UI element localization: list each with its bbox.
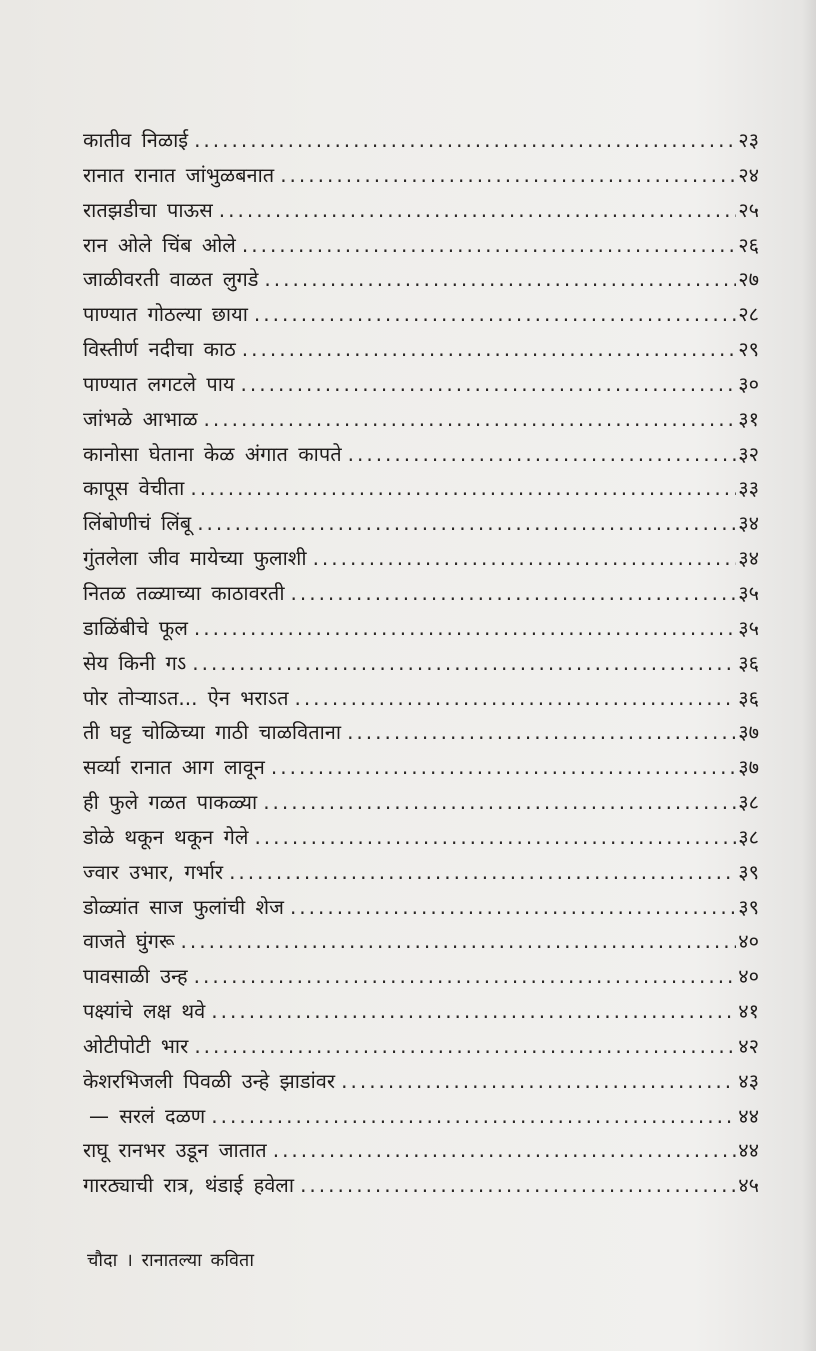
dot-leader bbox=[219, 193, 736, 228]
dot-leader bbox=[194, 1029, 736, 1064]
toc-entry-title: पाण्यात लगटले पाय bbox=[83, 371, 235, 396]
toc-entry bbox=[83, 855, 759, 890]
toc-entry-page-number: ३५ bbox=[738, 580, 759, 605]
dot-leader bbox=[194, 123, 736, 158]
toc-entry-title: पाण्यात गोठल्या छाया bbox=[83, 302, 248, 327]
toc-entry bbox=[83, 262, 759, 297]
dot-leader bbox=[229, 855, 736, 890]
toc-entry bbox=[83, 715, 759, 750]
toc-entry-page-number: ३४ bbox=[738, 511, 759, 536]
toc-entry bbox=[83, 1064, 759, 1099]
toc-entry bbox=[83, 924, 759, 959]
toc-entry bbox=[83, 297, 759, 332]
toc-entry bbox=[83, 785, 759, 820]
toc-entry-page-number: २४ bbox=[738, 162, 759, 187]
toc-entry bbox=[83, 1168, 759, 1203]
toc-entry-page-number: ३० bbox=[738, 371, 759, 396]
toc-entry-title: गुंतलेला जीव मायेच्या फुलाशी bbox=[83, 546, 307, 571]
toc-entry-page-number: ४० bbox=[738, 929, 759, 954]
dot-leader bbox=[294, 681, 736, 716]
toc-entry-title: कानोसा घेताना केळ अंगात कापते bbox=[83, 441, 342, 466]
dot-leader bbox=[192, 646, 736, 681]
dot-leader bbox=[241, 367, 737, 402]
toc-entry-title: डाळिंबीचे फूल bbox=[83, 615, 188, 640]
toc-entry-page-number: ३८ bbox=[738, 824, 759, 849]
table-of-contents bbox=[83, 123, 759, 1203]
toc-entry-page-number: ४४ bbox=[738, 1138, 759, 1163]
dot-leader bbox=[242, 228, 736, 263]
toc-entry-page-number: ३७ bbox=[738, 755, 759, 780]
toc-entry bbox=[83, 1133, 759, 1168]
toc-entry bbox=[83, 890, 759, 925]
toc-entry-page-number: ३८ bbox=[738, 790, 759, 815]
toc-entry-title: डोळे थकून थकून गेले bbox=[83, 824, 249, 849]
toc-entry bbox=[83, 750, 759, 785]
toc-entry-title: पावसाळी उन्ह bbox=[83, 964, 188, 989]
toc-entry-page-number: २३ bbox=[738, 128, 759, 152]
toc-entry-title: रातझडीचा पाऊस bbox=[83, 197, 213, 222]
dot-leader bbox=[190, 471, 736, 506]
toc-entry-page-number: ३१ bbox=[738, 406, 759, 431]
dot-leader bbox=[341, 1064, 736, 1099]
dot-leader bbox=[194, 611, 736, 646]
dot-leader bbox=[300, 1168, 736, 1203]
toc-entry bbox=[83, 193, 759, 228]
toc-entry-page-number: ३९ bbox=[738, 894, 759, 919]
dot-leader bbox=[280, 158, 736, 193]
dot-leader bbox=[313, 541, 737, 576]
toc-entry-title: सेय किनी गऽ bbox=[83, 650, 187, 675]
toc-entry-page-number: ४३ bbox=[738, 1068, 759, 1093]
toc-entry-page-number: ३५ bbox=[738, 615, 759, 640]
toc-entry bbox=[83, 437, 759, 472]
toc-entry-page-number: २६ bbox=[738, 232, 759, 257]
toc-entry-page-number: ४५ bbox=[738, 1173, 759, 1198]
toc-entry-page-number: ३६ bbox=[738, 685, 759, 710]
toc-entry-page-number: ३६ bbox=[738, 650, 759, 675]
dot-leader bbox=[194, 959, 737, 994]
toc-entry bbox=[83, 681, 759, 716]
toc-entry-title: गारठ्याची रात्र, थंडाई हवेला bbox=[83, 1173, 295, 1198]
toc-entry-title: ही फुले गळत पाकळ्या bbox=[83, 790, 258, 815]
dot-leader bbox=[264, 262, 736, 297]
toc-entry-page-number: ३३ bbox=[738, 476, 759, 501]
toc-entry bbox=[83, 611, 759, 646]
toc-entry-title: पक्ष्यांचे लक्ष थवे bbox=[83, 999, 206, 1024]
dot-leader bbox=[347, 715, 736, 750]
dot-leader bbox=[211, 1099, 736, 1134]
toc-entry-page-number: ४४ bbox=[738, 1103, 759, 1128]
toc-entry bbox=[83, 402, 759, 437]
toc-entry bbox=[83, 123, 759, 158]
toc-entry bbox=[83, 541, 759, 576]
dot-leader bbox=[204, 402, 737, 437]
toc-entry-title: ती घट्ट चोळिच्या गाठी चाळविताना bbox=[83, 720, 342, 745]
toc-entry-title: ओटीपोटी भार bbox=[83, 1033, 189, 1058]
toc-entry-title: केशरभिजली पिवळी उन्हे झाडांवर bbox=[83, 1068, 336, 1093]
dot-leader bbox=[290, 890, 736, 925]
toc-entry bbox=[83, 332, 759, 367]
toc-entry-title: डोळ्यांत साज फुलांची शेज bbox=[83, 894, 284, 919]
toc-entry-page-number: ४१ bbox=[738, 999, 759, 1024]
toc-entry-page-number: २९ bbox=[738, 337, 759, 362]
toc-entry bbox=[83, 646, 759, 681]
toc-entry-page-number: २७ bbox=[738, 267, 759, 292]
dot-leader bbox=[291, 576, 737, 611]
toc-entry bbox=[83, 820, 759, 855]
dot-leader bbox=[181, 924, 737, 959]
toc-entry-title: कापूस वेचीता bbox=[83, 476, 185, 501]
toc-entry-title: पोर तोऱ्याऽत... ऐन भराऽत bbox=[83, 685, 289, 710]
toc-entry bbox=[83, 367, 759, 402]
toc-entry-page-number: ३७ bbox=[738, 720, 759, 745]
toc-entry-title: जांभळे आभाळ bbox=[83, 406, 198, 431]
page-edge-shadow bbox=[802, 0, 816, 1351]
toc-entry-page-number: ३२ bbox=[738, 441, 759, 466]
dot-leader bbox=[242, 332, 736, 367]
toc-entry-page-number: ३९ bbox=[738, 859, 759, 884]
toc-entry-title: कातीव निळाई bbox=[83, 128, 189, 152]
toc-entry-page-number: ४२ bbox=[738, 1033, 759, 1058]
toc-entry-title: रान ओले चिंब ओले bbox=[83, 232, 236, 257]
toc-entry-page-number: ३४ bbox=[738, 546, 759, 571]
toc-entry-title: ज्वार उभार, गर्भार bbox=[83, 859, 224, 884]
toc-entry-title: वाजते घुंगरू bbox=[83, 929, 175, 954]
toc-entry-title: जाळीवरती वाळत लुगडे bbox=[83, 267, 259, 292]
toc-entry bbox=[83, 959, 759, 994]
toc-entry bbox=[83, 228, 759, 263]
dot-leader bbox=[254, 297, 736, 332]
toc-entry-title: रानात रानात जांभुळबनात bbox=[83, 162, 275, 187]
dot-leader bbox=[273, 1133, 736, 1168]
dot-leader bbox=[211, 994, 736, 1029]
toc-entry-title: सर्व्या रानात आग लावून bbox=[83, 755, 265, 780]
toc-entry-page-number: २५ bbox=[738, 197, 759, 222]
toc-entry-page-number: ४० bbox=[738, 964, 759, 989]
toc-entry-title: — सरलं दळण bbox=[89, 1103, 206, 1128]
dot-leader bbox=[197, 506, 736, 541]
page-footer: चौदा । रानातल्या कविता bbox=[87, 1250, 254, 1271]
toc-entry bbox=[83, 471, 759, 506]
toc-entry bbox=[83, 158, 759, 193]
toc-entry-title: नितळ तळ्याच्या काठावरती bbox=[83, 580, 285, 605]
dot-leader bbox=[254, 820, 736, 855]
dot-leader bbox=[271, 750, 736, 785]
dot-leader bbox=[348, 437, 737, 472]
toc-entry bbox=[83, 506, 759, 541]
dot-leader bbox=[263, 785, 736, 820]
toc-entry bbox=[83, 576, 759, 611]
toc-entry bbox=[83, 994, 759, 1029]
toc-entry-page-number: २८ bbox=[738, 302, 759, 327]
toc-entry-title: लिंबोणीचं लिंबू bbox=[83, 511, 192, 536]
toc-entry bbox=[83, 1099, 759, 1134]
toc-entry-title: विस्तीर्ण नदीचा काठ bbox=[83, 337, 236, 362]
toc-entry bbox=[83, 1029, 759, 1064]
toc-entry-title: राघू रानभर उडून जातात bbox=[83, 1138, 267, 1163]
